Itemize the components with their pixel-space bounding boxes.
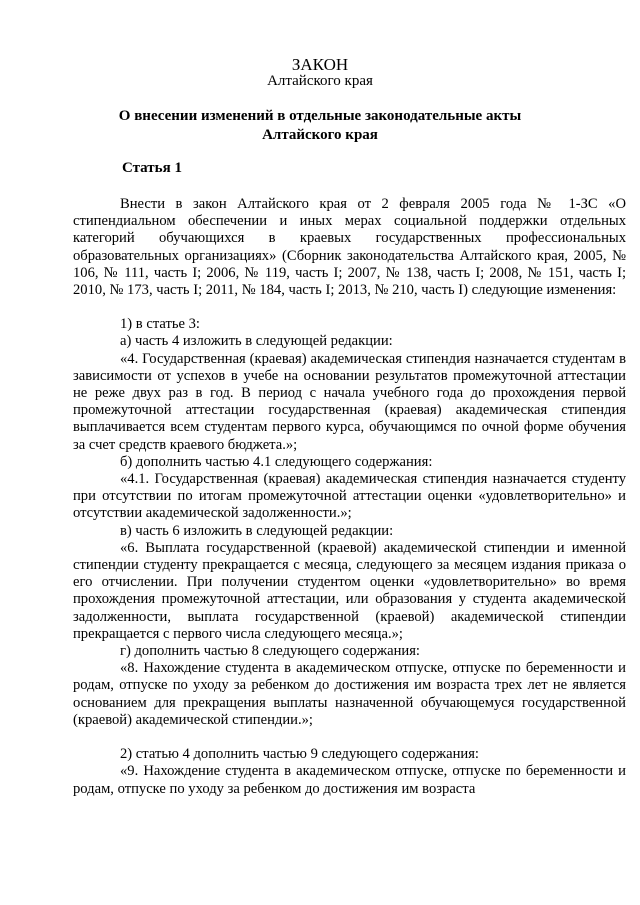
paragraph-subitem-b: б) дополнить частью 4.1 следующего содержания: (120, 453, 433, 470)
paragraph-item-1: 1) в статье 3: (120, 316, 200, 333)
paragraph-quote-9: «9. Нахождение студента в академическом отпуске, отпуске по беременности и родам, отпуске по уходу за ребенком до достижения им возраста (73, 763, 626, 797)
law-title (0, 107, 640, 145)
law-title-line-1: О внесении изменений в отдельные законодательные акты (118, 108, 522, 124)
article-heading: Статья 1 (122, 160, 182, 176)
paragraph-subitem-a: а) часть 4 изложить в следующей редакции: (120, 333, 393, 350)
paragraph-quote-4-1: «4.1. Государственная (краевая) академическая стипендия назначается студенту при отсутствии по итогам промежуточной аттестации оценки «удовлетворительно» и отсутствии академической задолженности.»; (73, 471, 626, 522)
law-title-line-2: Алтайского края (262, 127, 378, 143)
paragraph-subitem-v: в) часть 6 изложить в следующей редакции: (120, 522, 394, 539)
paragraph-quote-8: «8. Нахождение студента в академическом отпуске, отпуске по беременности и родам, отпуске по уходу за ребенком до достижения им возраста трех лет не является основанием для прекращения выплаты назначенной обучающемуся государственной (краевой) академической стипендии.»; (73, 660, 626, 728)
paragraph-quote-6: «6. Выплата государственной (краевой) академической стипендии и именной стипендии студенту прекращается с месяца, следующего за месяцем издания приказа о его отчислении. При получении студентом оценки «удовлетворительно» во время прохождения промежуточной аттестации, или образования у студента академической задолженности, выплата государственной (краевой) академической стипендии прекращается с первого числа следующего месяца.»; (73, 539, 626, 642)
article-body (73, 196, 626, 798)
law-label: ЗАКОН (291, 55, 349, 74)
paragraph-subitem-g: г) дополнить частью 8 следующего содержания: (120, 643, 420, 660)
paragraph-quote-4: «4. Государственная (краевая) академическая стипендия назначается студентам в зависимости от успехов в учебе на основании результатов промежуточной аттестации не реже двух раз в год. В период с начала учебного года до прохождения первой промежуточной аттестации государственная (краевая) академическая стипендия выплачивается всем студентам первого курса, обучающимся по очной форме обучения за счет средств краевого бюджета.»; (73, 350, 626, 453)
paragraph-intro: Внести в закон Алтайского края от 2 февраля 2005 года № 1-ЗС «О стипендиальном обеспечении и иных мерах социальной поддержки отдельных категорий обучающихся в краевых государственных профессиональных образовательных организациях» (Сборник законодательства Алтайского края, 2005, № 106, № 111, часть I; 2006, № 119, часть I; 2007, № 138, часть I; 2008, № 151, часть I; 2010, № 173, часть I; 2011, № 184, часть I; 2013, № 210, часть I) следующие изменения: (73, 196, 626, 299)
paragraph-item-2: 2) статью 4 дополнить частью 9 следующего содержания: (120, 746, 479, 763)
region-label: Алтайского края (267, 73, 373, 89)
